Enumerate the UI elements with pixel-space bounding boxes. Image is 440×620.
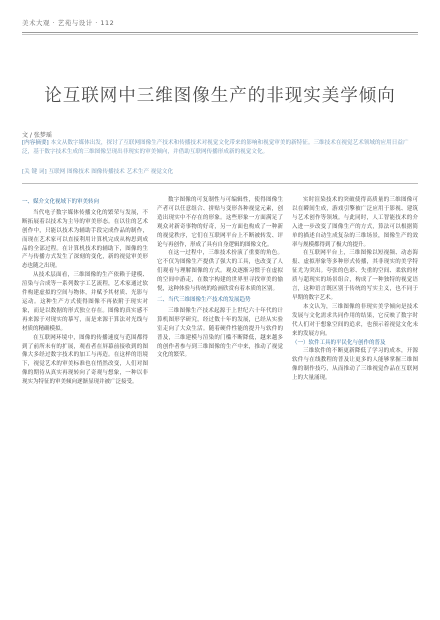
section-heading: 二、当代三维图像生产技术的发展趋势 [157, 296, 251, 303]
abstract [22, 139, 418, 157]
header-rule [22, 32, 418, 33]
article-title: 论互联网中三维图像生产的非现实美学倾向 [44, 86, 396, 106]
subsection-heading: （一）软件工具的平民化与创作的普及 [292, 339, 386, 346]
keywords-text: 互联网 图像技术 图像传播技术 艺术生产 视觉文化 [48, 169, 174, 175]
text-column-2 [157, 196, 283, 360]
paragraph: 当代电子数字媒体传播文化的繁荣与发展，不断拓展着以技术为主导的审美形态。在以往的艺术创作中，只能以技术为辅助手段完成作品的制作，而现在艺术家可以直接利用计算机完成从构思到成品的全部过程。在计算机技术的辅助下，图像的生产与传播方式发生了深刻的变化，新的视觉审美形态也随之出现。 [22, 209, 148, 270]
text-column-1 [22, 196, 148, 387]
keywords-label: [关 键 词] [22, 169, 47, 175]
abstract-label: [内容摘要] [22, 140, 49, 146]
section-divider [22, 183, 418, 184]
paragraph: 在这一过程中，三维技术扮演了重要的角色。它不仅为图像生产提供了强大的工具，也改变了人们观看与理解图像的方式。观众逐渐习惯于在虚拟的空间中游走，在数字构建的世界里寻找审美的愉悦，这种体验与传统的绘画欣赏有着本质的区别。 [157, 250, 283, 293]
paragraph: 实时渲染技术的突破使得高质量的三维图像可以在瞬间生成，游戏引擎被广泛应用于影视、建筑与艺术创作等领域。与此同时，人工智能技术的介入进一步改变了图像生产的方式，算法可以根据简单的描述自动生成复杂的三维场景，图像生产的效率与规模都得到了极大的提升。 [292, 197, 418, 248]
page-header [22, 18, 418, 30]
header-text: 美术大观 · 艺苑与设计 · 112 [22, 19, 115, 27]
paragraph: 三维软件的不断更新降低了学习的成本，开源软件与在线教程的普及让更多的人能够掌握三维图像的制作技巧，从而推动了三维视觉作品在互联网上的大量涌现。 [292, 348, 418, 382]
paragraph: 数字图像的可复制性与可编辑性，使得图像生产者可以任意组合、拼贴与变形各种视觉元素，创造出现实中不存在的形象。这些形象一方面满足了观众对新奇事物的好奇，另一方面也构成了一种新的视觉秩序，它们在互联网平台上不断被转发、评论与再创作，形成了具有自身逻辑的图像文化。 [157, 197, 283, 248]
paragraph: 在互联网平台上，三维图像以短视频、动态海报、虚拟形象等多种形式传播，其非现实的美学特征尤为突出。夸张的色彩、失重的空间、柔软的材质与超现实的场景组合，构成了一种独特的视觉语言，这种语言既区别于传统的写实主义，也不同于早期的数字艺术。 [292, 250, 418, 301]
paragraph: 从技术层面看，三维图像的生产依赖于建模、渲染与合成等一系列数字工艺流程，艺术家通过软件构建虚拟的空间与物体，并赋予其材质、光影与运动。这种生产方式使得图像不再依附于现实对象，而是以数据的形式独立存在。图像的真实感不再来源于对现实的摹写，而是来源于算法对光线与材质的精确模拟。 [22, 272, 148, 332]
keywords [22, 168, 418, 177]
paragraph: 在互联网环境中，图像的传播速度与范围都得到了前所未有的扩展，观看者在屏幕前接收到的图像大多经过数字技术的加工与再造。在这样的语境下，视觉艺术的审美标准也在悄然改变，人们对图像的期待从真实再现转向了奇观与想象，一种以非现实为特征的审美倾向逐渐显现并被广泛接受。 [22, 334, 148, 386]
paragraph: 三维图像生产技术起源于上世纪六十年代的计算机图形学研究，经过数十年的发展，已经从实验室走向了大众生活。随着硬件性能的提升与软件的普及，三维建模与渲染的门槛不断降低，越来越多的创作者参与到三维图像的生产中来，推动了视觉文化的繁荣。 [157, 307, 283, 359]
author-line: 文 / 张梦瑶 [22, 132, 52, 139]
section-heading: 一、媒介文化视域下的审美转向 [22, 199, 100, 205]
header-rule-thin [22, 34, 418, 35]
paragraph: 本文认为，三维图像的非现实美学倾向是技术发展与文化需求共同作用的结果，它反映了数字时代人们对于想象空间的追求，也预示着视觉文化未来的发展方向。 [292, 303, 418, 337]
text-column-3 [292, 196, 418, 383]
abstract-text: 本文从数字媒体出发，探讨了互联网图像生产技术和传播技术对视觉文化带来的影响和视觉审美的新特征。三维技术在视觉艺术领域的应用日益广泛，基于数字技术生成的三维图像呈现出非现实的审美倾向，并借助互联网传播形成新的视觉文化。 [22, 140, 409, 155]
